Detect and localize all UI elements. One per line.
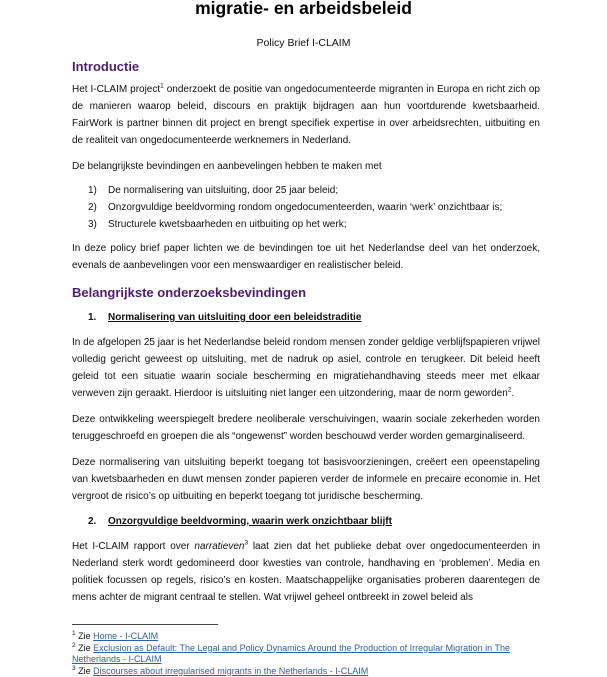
document-subtitle: Policy Brief I-CLAIM (0, 37, 607, 49)
list-item: 1) De normalisering van uitsluiting, door 25 jaar beleid; (72, 182, 540, 199)
subsection-heading-2: 2. Onzorgvuldige beeldvorming, waarin werk onzichtbaar blijft (72, 513, 540, 530)
section-heading-introductie: Introductie (72, 58, 540, 76)
finding-1-paragraph-1: In de afgelopen 25 jaar is het Nederlandse beleid rondom mensen zonder geldige verblijfspapieren vrijwel volledig gericht geweest op uitsluiting, met de nadruk op asiel, controle en terugkeer. Dit beleid heeft geleid tot een situatie waarin sociale bescherming en migratiehandhaving steeds meer met elkaar verweven zijn geraakt. Hierdoor is uitsluiting niet langer een uitzondering, maar de norm geworden$^2$. (72, 334, 540, 402)
footnote-2: $^2$ Zie Exclusion as Default: The Legal and Policy Dynamics Around the Production of Irregular Migration in The Netherlands - I-CLAIM (72, 643, 540, 666)
document-title: migratie- en arbeidsbeleid (0, 0, 607, 19)
footnote-link-1[interactable]: Home - I-CLAIM (93, 631, 158, 641)
footnote-ref-1[interactable]: 1 (160, 83, 164, 90)
footnote-link-3[interactable]: Discourses about irregularised migrants in the Netherlands - I-CLAIM (93, 666, 368, 676)
intro-paragraph-3: In deze policy brief paper lichten we de bevindingen toe uit het Nederlandse deel van het onderzoek, evenals de aanbevelingen voor een menswaardiger en realistischer beleid. (72, 240, 540, 274)
section-heading-bevindingen: Belangrijkste onderzoeksbevindingen (72, 284, 540, 302)
intro-paragraph-1: Het I-CLAIM project$^1$ onderzoekt de positie van ongedocumenteerde migranten in Europa en richt zich op de manieren waarop beleid, discours en praktijk bijdragen aan hun voortdurende kwetsbaarheid. FairWork is partner binnen dit project en brengt specifiek expertise in over arbeidsrechten, uitbuiting en de realiteit van ongedocumenteerde werknemers in Nederland. (72, 81, 540, 149)
findings-list (72, 182, 540, 233)
subsection-heading-1: 1. Normalisering van uitsluiting door een beleidstraditie (72, 309, 540, 326)
footnote-ref-3[interactable]: 3 (244, 540, 248, 547)
finding-1-paragraph-3: Deze normalisering van uitsluiting beperkt toegang tot basisvoorzieningen, creëert een opeenstapeling van kwetsbaarheden en duwt mensen zonder papieren verder de informele en precaire economie in. Het vergroot de risico’s op uitbuiting en beperkt toegang tot juridische bescherming. (72, 454, 540, 505)
intro-paragraph-2: De belangrijkste bevindingen en aanbevelingen hebben te maken met (72, 158, 540, 175)
footnote-link-2[interactable]: Exclusion as Default: The Legal and Policy Dynamics Around the Production of Irregular Migration in The Netherlands - I-CLAIM (72, 643, 510, 665)
footnote-3: $^3$ Zie Discourses about irregularised migrants in the Netherlands - I-CLAIM (72, 666, 540, 677)
footnote-1: $^1$ Zie Home - I-CLAIM (72, 631, 540, 643)
list-item: 2) Onzorgvuldige beeldvorming rondom ongedocumenteerden, waarin ‘werk’ onzichtbaar is; (72, 199, 540, 216)
footnote-ref-2[interactable]: 2 (508, 387, 512, 394)
finding-2-paragraph-1: Het I-CLAIM rapport over narratieven$^3$ laat zien dat het publieke debat over ongedocumenteerden in Nederland sterk wordt gedomineerd door kwesties van controle, handhaving en ‘problemen’. Media en politiek focussen op regels, risico’s en kosten. Maatschappelijke organisaties proberen daarentegen de mens achter de migrant centraal te stellen. Wat vrijwel geheel ontbreekt in zowel beleid als (72, 538, 540, 606)
document-body (72, 58, 540, 677)
list-item: 3) Structurele kwetsbaarheden en uitbuiting op het werk; (72, 216, 540, 233)
finding-1-paragraph-2: Deze ontwikkeling weerspiegelt bredere neoliberale verschuivingen, waarin sociale zekerheden worden teruggeschroefd en groepen die als “ongewenst” worden beschouwd verder worden gemarginaliseerd. (72, 411, 540, 445)
